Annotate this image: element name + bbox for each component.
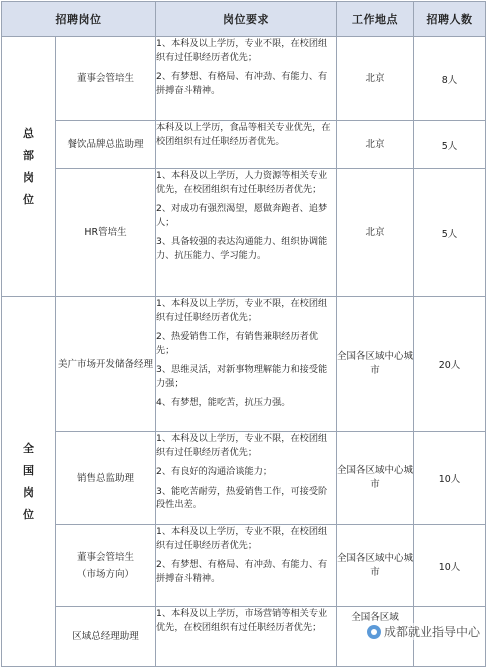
count-cell: 20人 <box>414 297 486 432</box>
position-title-sub: （市场方向） <box>76 568 134 580</box>
group-label-text: 全国岗位 <box>23 441 34 521</box>
table-row <box>2 121 486 169</box>
requirement-item: 3、具备较强的表达沟通能力、组织协调能力、抗压能力、学习能力。 <box>156 236 328 261</box>
count-cell: 10人 <box>414 432 486 525</box>
requirements-cell <box>156 121 337 169</box>
requirement-item: 1、本科及以上学历，专业不限，在校团组织有过任职经历者优先； <box>156 433 328 458</box>
requirements-cell <box>156 169 337 297</box>
position-title: 董事会管培生 <box>56 37 156 121</box>
requirement-item: 1、本科及以上学历，专业不限，在校团组织有过任职经历者优先； <box>156 298 328 323</box>
requirement-item: 本科及以上学历，食品等相关专业优先，在校团组织有过任职经历者优先。 <box>156 122 331 147</box>
requirements-cell <box>156 607 337 667</box>
header-row <box>2 2 486 37</box>
header-requirements: 岗位要求 <box>156 2 337 37</box>
location-cell: 北京 <box>337 121 414 169</box>
requirement-item: 2、对成功有强烈渴望，愿做奔跑者、追梦人； <box>156 203 328 228</box>
requirement-item: 1、本科及以上学历，人力资源等相关专业优先，在校团组织有过任职经历者优先； <box>156 170 328 195</box>
requirement-item: 2、有梦想、有格局、有冲劲、有能力、有拼搏奋斗精神。 <box>156 559 328 584</box>
header-location: 工作地点 <box>337 2 414 37</box>
header-position: 招聘岗位 <box>2 2 156 37</box>
requirement-item: 2、有良好的沟通洽谈能力； <box>156 466 273 477</box>
requirement-item: 1、本科及以上学历，市场营销等相关专业优先，在校团组织有过任职经历者优先； <box>156 608 328 633</box>
watermark-text: 成都就业指导中心 <box>383 625 480 639</box>
count-cell: 8人 <box>414 37 486 121</box>
count-cell: 10人 <box>414 525 486 607</box>
location-cell: 北京 <box>337 169 414 297</box>
requirement-item: 4、有梦想，能吃苦，抗压力强。 <box>156 397 291 408</box>
header-count: 招聘人数 <box>414 2 486 37</box>
table-row <box>2 169 486 297</box>
position-title: 区域总经理助理 <box>56 607 156 667</box>
table-row <box>2 297 486 432</box>
requirement-item: 1、本科及以上学历，专业不限，在校团组织有过任职经历者优先； <box>156 38 328 63</box>
wechat-logo-icon <box>367 625 381 639</box>
position-title: 美广市场开发储备经理 <box>56 297 156 432</box>
position-title: 销售总监助理 <box>56 432 156 525</box>
requirements-cell <box>156 432 337 525</box>
requirement-item: 1、本科及以上学历，专业不限，在校团组织有过任职经历者优先； <box>156 526 328 551</box>
position-title-main: 董事会管培生 <box>76 551 134 563</box>
location-cell: 全国各区域 <box>337 607 414 667</box>
recruitment-table <box>1 1 486 667</box>
requirements-cell <box>156 37 337 121</box>
group-label-national <box>2 297 56 667</box>
position-title: 餐饮品牌总监助理 <box>56 121 156 169</box>
position-title <box>56 525 156 607</box>
requirement-item: 2、有梦想、有格局、有冲劲、有能力、有拼搏奋斗精神。 <box>156 71 328 96</box>
requirements-cell <box>156 525 337 607</box>
location-cell: 全国各区域中心城市 <box>337 432 414 525</box>
location-cell: 北京 <box>337 37 414 121</box>
count-cell: 5人 <box>414 169 486 297</box>
requirement-item: 2、热爱销售工作，有销售兼职经历者优先； <box>156 331 319 356</box>
count-cell: 5人 <box>414 121 486 169</box>
requirement-item: 3、思维灵活，对新事物理解能力和接受能力强； <box>156 364 328 389</box>
location-cell: 全国各区域中心城市 <box>337 297 414 432</box>
location-cell: 全国各区域中心城市 <box>337 525 414 607</box>
requirements-cell <box>156 297 337 432</box>
table-row <box>2 432 486 525</box>
group-label-headquarters <box>2 37 56 297</box>
group-label-text: 总部岗位 <box>23 126 34 206</box>
table-row <box>2 37 486 121</box>
requirement-item: 3、能吃苦耐劳，热爱销售工作，可接受阶段性出差。 <box>156 485 328 510</box>
watermark <box>367 623 480 640</box>
position-title: HR管培生 <box>56 169 156 297</box>
table-row <box>2 525 486 607</box>
